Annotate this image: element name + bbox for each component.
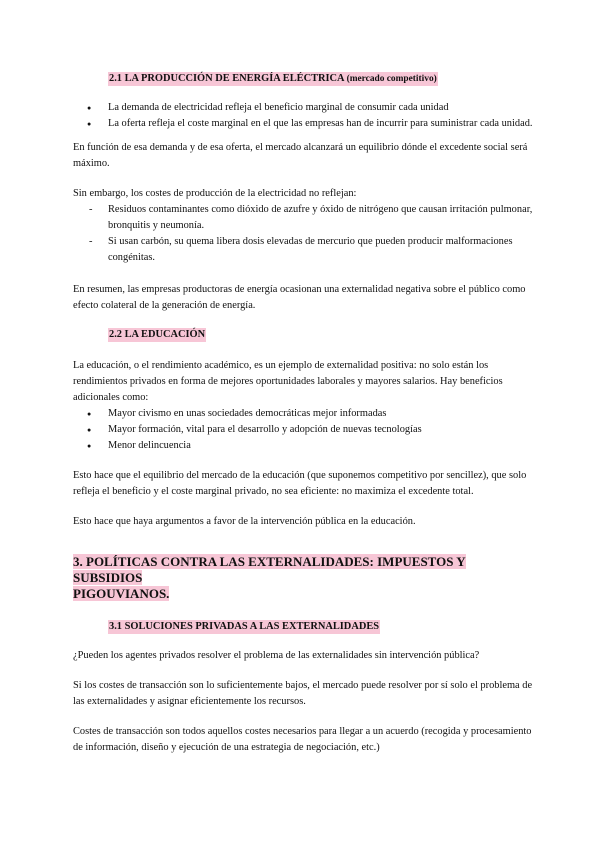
heading-3: 3. POLÍTICAS CONTRA LAS EXTERNALIDADES: IMPUESTOS Y SUBSIDIOS PIGOUVIANOS. <box>73 554 466 601</box>
list-item: ● La demanda de electricidad refleja el beneficio marginal de consumir cada unidad <box>73 100 533 116</box>
paragraph: Esto hace que el equilibrio del mercado de la educación (que suponemos competitivo por sencillez), que solo refleja el beneficio y el coste marginal privado, no sea eficiente: no maximiza el excedente total. <box>73 470 527 497</box>
paragraph: En resumen, las empresas productoras de energía ocasionan una externalidad negativa sobre el público como efecto colateral de la generación de energía. <box>73 284 526 311</box>
list-item: ● Menor delincuencia <box>73 438 533 454</box>
paragraph: La educación, o el rendimiento académico, es un ejemplo de externalidad positiva: no solo están los rendimientos privados en forma de mejores oportunidades laborales y mayores salarios. Hay beneficios adicionales como: <box>73 360 503 403</box>
paragraph: Sin embargo, los costes de producción de la electricidad no reflejan: <box>73 188 357 199</box>
electricity-bullet-list <box>73 100 533 132</box>
paragraph: Costes de transacción son todos aquellos costes necesarios para llegar a un acuerdo (recogida y procesamiento de información, diseño y ejecución de una estrategia de negociación, etc.) <box>73 726 532 753</box>
list-item: ● Mayor civismo en unas sociedades democráticas mejor informadas <box>73 406 533 422</box>
list-item: ● Mayor formación, vital para el desarrollo y adopción de nuevas tecnologías <box>73 422 533 438</box>
paragraph: En función de esa demanda y de esa oferta, el mercado alcanzará un equilibrio dónde el excedente social será máximo. <box>73 142 528 169</box>
heading-2-1: 2.1 LA PRODUCCIÓN DE ENERGÍA ELÉCTRICA (mercado competitivo) <box>109 73 437 84</box>
heading-2-2: 2.2 LA EDUCACIÓN <box>109 329 206 340</box>
list-item: ● La oferta refleja el coste marginal en el que las empresas han de incurrir para suministrar cada unidad. <box>73 116 533 132</box>
document-content <box>73 68 533 756</box>
list-item: - Si usan carbón, su quema libera dosis elevadas de mercurio que pueden producir malformaciones congénitas. <box>73 234 533 266</box>
paragraph: ¿Pueden los agentes privados resolver el problema de las externalidades sin intervención pública? <box>73 650 480 661</box>
paragraph: Esto hace que haya argumentos a favor de la intervención pública en la educación. <box>73 516 416 527</box>
list-item: - Residuos contaminantes como dióxido de azufre y óxido de nitrógeno que causan irritación pulmonar, bronquitis y neumonía. <box>73 202 533 234</box>
heading-3-1: 3.1 SOLUCIONES PRIVADAS A LAS EXTERNALIDADES <box>109 621 380 632</box>
costs-dash-list <box>73 202 533 266</box>
education-bullet-list <box>73 406 533 454</box>
paragraph: Si los costes de transacción son lo suficientemente bajos, el mercado puede resolver por sí solo el problema de las externalidades y asignar eficientemente los recursos. <box>73 680 533 707</box>
